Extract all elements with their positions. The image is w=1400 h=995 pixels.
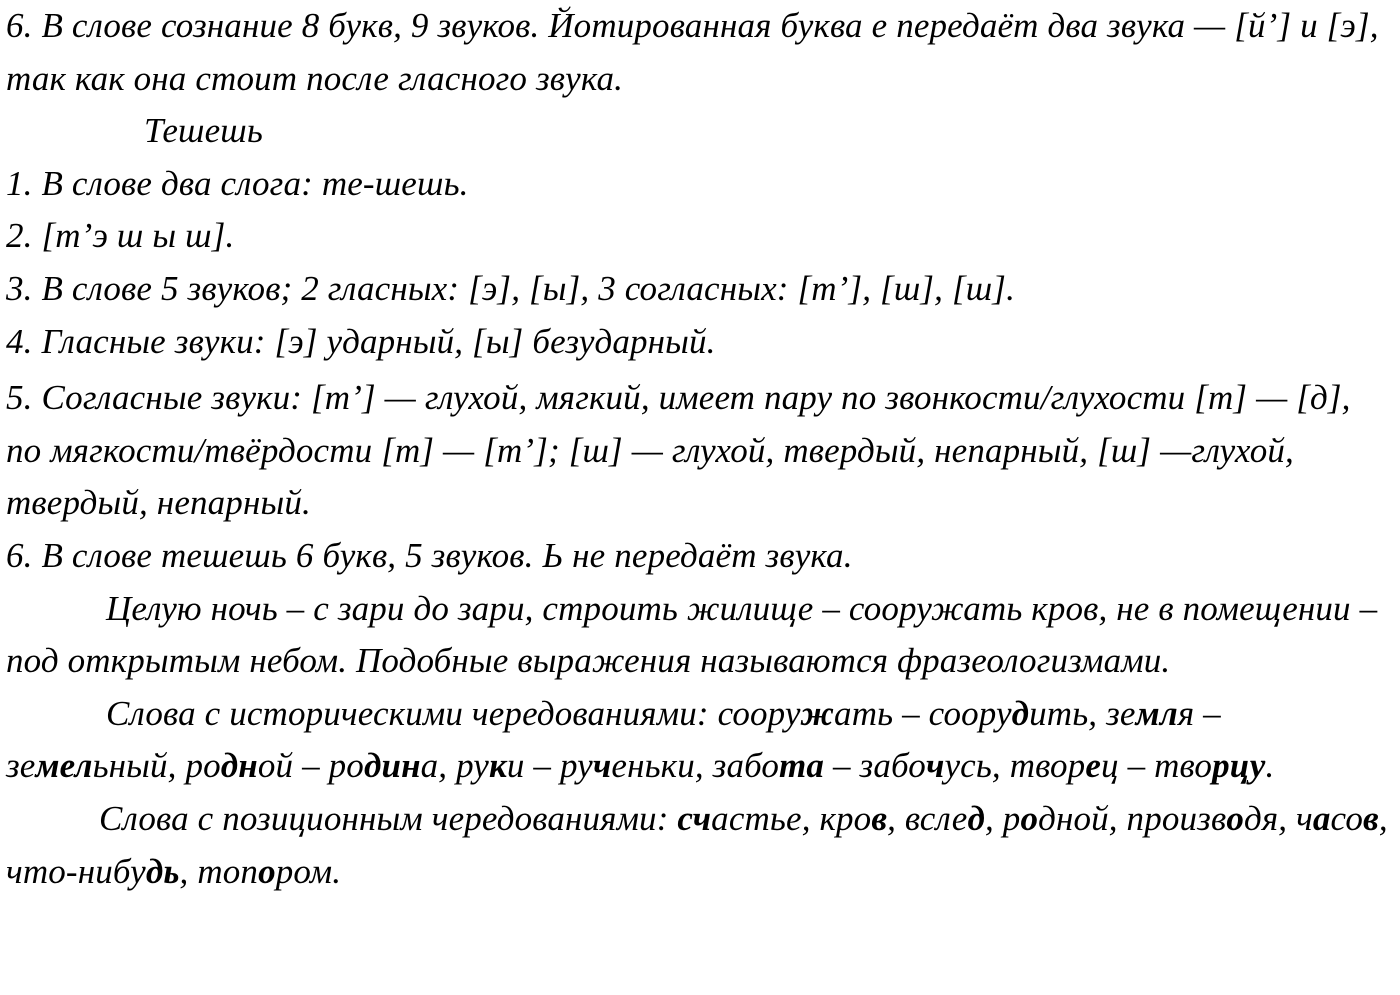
- text-segment: а, ру: [420, 746, 489, 786]
- item-vowels: [6, 316, 1394, 369]
- bold-alternation-segment: д: [967, 798, 985, 838]
- text-segment: Слова с историческими чередованиями: соору: [106, 693, 801, 733]
- text-segment: Целую ночь – с зари до зари, строить жилище – сооружать кров, не в помещении – под открытым небом. Подобные выражения называются фразеологизмами.: [6, 588, 1387, 681]
- text-segment: ьный, ро: [92, 746, 221, 786]
- text-segment: , топ: [179, 851, 259, 891]
- bold-alternation-segment: ч: [592, 746, 612, 786]
- text-segment: еньки, забо: [611, 746, 780, 786]
- text-segment: астье, кро: [711, 798, 872, 838]
- text-segment: дя, ч: [1243, 798, 1313, 838]
- bold-alternation-segment: в: [871, 798, 888, 838]
- text-segment: 4. Гласные звуки: [э] ударный, [ы] безударный.: [6, 321, 716, 361]
- bold-alternation-segment: мел: [35, 746, 93, 786]
- bold-alternation-segment: ч: [925, 746, 945, 786]
- item-transcription: [6, 210, 1394, 263]
- bold-alternation-segment: о: [1020, 798, 1039, 838]
- text-segment: 5. Согласные звуки: [т’] — глухой, мягкий, имеет пару по звонкости/глухости [т] — [д], по мягкости/твёрдости [т] — [т’]; [ш] — глухой, твердый, непарный, [ш] —глухой, твердый, непарный.: [6, 378, 1360, 523]
- bold-alternation-segment: д: [1011, 693, 1030, 733]
- text-segment: усь, твор: [944, 746, 1086, 786]
- bold-alternation-segment: о: [1226, 798, 1244, 838]
- text-segment: ой – ро: [257, 746, 364, 786]
- text-segment: со: [1330, 798, 1364, 838]
- text-segment: Тешешь: [144, 111, 263, 151]
- bold-alternation-segment: дн: [220, 746, 258, 786]
- paragraph-positional-alternations: [6, 793, 1397, 898]
- document-body: [6, 0, 1397, 898]
- text-segment: ром.: [275, 851, 342, 891]
- item-consonants: [6, 372, 1394, 530]
- text-segment: ать – соору: [834, 693, 1012, 733]
- text-segment: 6. В слове тешешь 6 букв, 5 звуков. Ь не передаёт звука.: [6, 535, 853, 575]
- bold-alternation-segment: та: [779, 746, 825, 786]
- paragraph-historical-alternations: [6, 688, 1394, 793]
- text-segment: 6. В слове сознание 8 букв, 9 звуков. Йотированная буква е передаёт два звука — [й’] и [э], так как она стоит после гласного звука.: [6, 6, 1388, 98]
- bold-alternation-segment: о: [258, 851, 276, 891]
- text-segment: ц – тво: [1101, 746, 1213, 786]
- text-segment: Слова с позиционным чередованиями:: [99, 798, 678, 838]
- text-segment: ить, зе: [1029, 693, 1136, 733]
- bold-alternation-segment: к: [488, 746, 507, 786]
- text-segment: дной, произв: [1038, 798, 1227, 838]
- paragraph-soznanie-summary: [6, 0, 1394, 105]
- text-segment: – забо: [824, 746, 926, 786]
- bold-alternation-segment: дь: [145, 851, 180, 891]
- item-sound-count: [6, 263, 1394, 316]
- text-segment: .: [1265, 746, 1275, 786]
- bold-alternation-segment: а: [1312, 798, 1331, 838]
- paragraph-phraseologisms: [6, 583, 1394, 688]
- text-segment: , что-нибу: [6, 798, 1397, 891]
- word-heading-teshesh: [6, 105, 1394, 158]
- bold-alternation-segment: мл: [1135, 693, 1178, 733]
- text-segment: я – зе: [6, 693, 1230, 786]
- text-segment: 2. [т’э ш ы ш].: [6, 216, 235, 256]
- bold-alternation-segment: ж: [800, 693, 835, 733]
- text-segment: и – ру: [506, 746, 593, 786]
- text-segment: 1. В слове два слога: те-шешь.: [6, 163, 469, 203]
- bold-alternation-segment: рцу: [1212, 746, 1266, 786]
- item-syllables: [6, 158, 1394, 211]
- text-segment: , р: [984, 798, 1021, 838]
- bold-alternation-segment: дин: [363, 746, 421, 786]
- item-letters-sounds: [6, 530, 1394, 583]
- bold-alternation-segment: в: [1363, 798, 1379, 838]
- bold-alternation-segment: е: [1085, 746, 1102, 786]
- bold-alternation-segment: сч: [677, 798, 712, 838]
- text-segment: , всле: [887, 798, 968, 838]
- text-segment: 3. В слове 5 звуков; 2 гласных: [э], [ы], 3 согласных: [т’], [ш], [ш].: [6, 268, 1015, 308]
